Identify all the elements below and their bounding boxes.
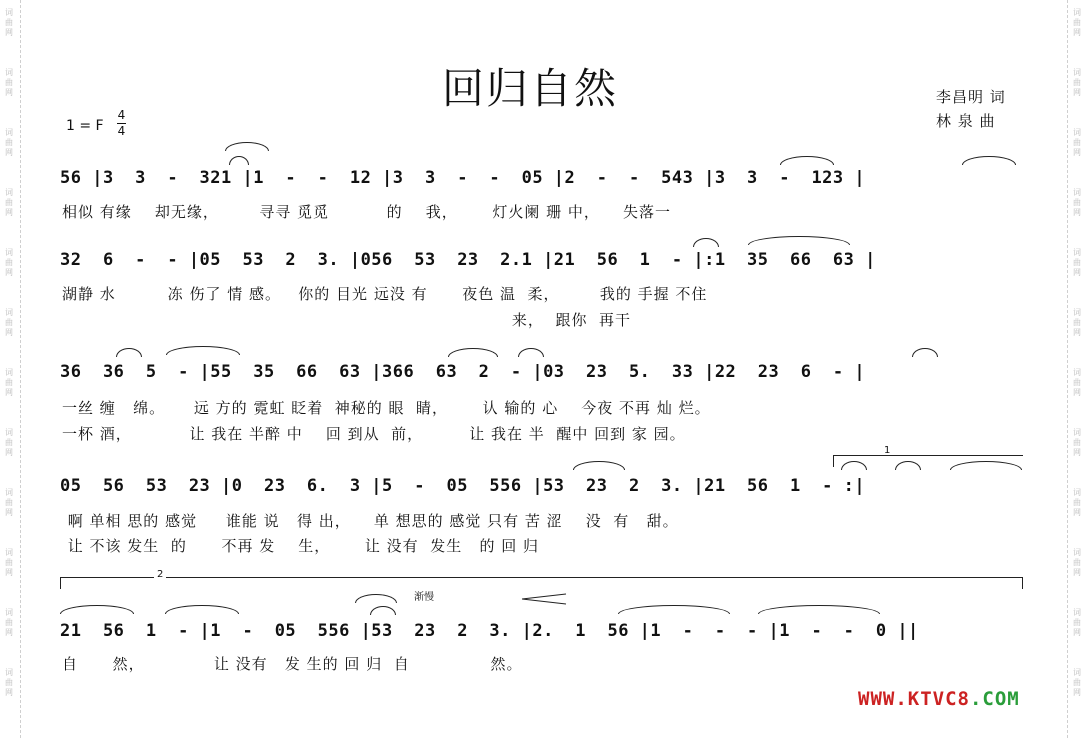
volta-2-bracket: [60, 577, 1023, 578]
side-watermark-glyph: 词: [5, 248, 13, 257]
side-watermark-glyph: 词: [5, 608, 13, 617]
staff-row-1: [60, 168, 1035, 196]
side-watermark-glyph: 词: [1073, 128, 1081, 137]
slur-mark: [370, 606, 396, 615]
side-watermark-glyph: 曲: [1073, 378, 1081, 387]
right-margin-strip: [1067, 0, 1088, 738]
side-watermark-glyph: 曲: [1073, 78, 1081, 87]
volta-1-bracket-edge: [833, 455, 834, 467]
volta-2-label: 2: [154, 569, 166, 580]
slur-mark: [895, 461, 921, 470]
slur-mark: [573, 461, 625, 470]
side-watermark-glyph: 词: [5, 128, 13, 137]
slur-mark: [166, 346, 240, 355]
volta-1-label: 1: [884, 445, 891, 456]
side-watermark-glyph: 网: [1073, 148, 1081, 157]
slur-mark: [912, 348, 938, 357]
lyrics-row-2-verse-1: 湖静 水 冻 伤了 情 感。 你的 目光 远没 有 夜色 温 柔， 我的 手握 不住: [62, 285, 708, 303]
side-watermark-glyph: 词: [1073, 608, 1081, 617]
side-watermark-glyph: 网: [5, 628, 13, 637]
diminuendo-mark: [520, 592, 570, 606]
side-watermark-glyph: 词: [5, 308, 13, 317]
site-watermark: [858, 688, 1020, 710]
side-watermark-glyph: 词: [1073, 248, 1081, 257]
side-watermark-glyph: 网: [1073, 688, 1081, 697]
side-watermark-glyph: 曲: [1073, 678, 1081, 687]
slur-mark: [618, 605, 730, 614]
side-watermark-glyph: 词: [5, 68, 13, 77]
side-watermark-glyph: 词: [1073, 68, 1081, 77]
lyrics-row-4-verse-1: 啊 单相 思的 感觉 谁能 说 得 出， 单 想思的 感觉 只有 苦 涩 没 有 甜。: [62, 512, 679, 530]
lyrics-row-2-verse-2: 来， 跟你 再干: [62, 311, 631, 329]
slur-mark: [165, 605, 239, 614]
lyrics-row-3-verse-2: 一杯 酒， 让 我在 半醉 中 回 到从 前， 让 我在 半 醒中 回到 家 园。: [62, 425, 686, 443]
composer-credit: 林 泉 曲: [936, 112, 996, 130]
side-watermark-glyph: 曲: [5, 498, 13, 507]
side-watermark-glyph: 词: [1073, 428, 1081, 437]
side-watermark-glyph: 曲: [5, 678, 13, 687]
slur-mark: [841, 461, 867, 470]
side-watermark-glyph: 网: [1073, 328, 1081, 337]
side-watermark-glyph: 曲: [5, 378, 13, 387]
staff-row-5: [60, 621, 1035, 649]
slur-mark: [355, 594, 397, 603]
side-watermark-glyph: 曲: [5, 138, 13, 147]
side-watermark-glyph: 网: [1073, 268, 1081, 277]
slur-mark: [758, 605, 880, 614]
side-watermark-glyph: 曲: [5, 18, 13, 27]
staff-row-4: [60, 476, 1035, 504]
side-watermark-glyph: 网: [5, 688, 13, 697]
side-watermark-glyph: 词: [1073, 548, 1081, 557]
watermark-part: WWW.: [858, 688, 908, 710]
side-watermark-glyph: 网: [1073, 568, 1081, 577]
side-watermark-glyph: 曲: [1073, 438, 1081, 447]
lyrics-row-3-verse-1: 一丝 缠 绵。 远 方的 霓虹 眨着 神秘的 眼 睛， 认 输的 心 今夜 不再 灿 烂。: [62, 399, 711, 417]
lyrics-row-5-verse-1: 自 然， 让 没有 发 生的 回 归 自 然。: [62, 655, 523, 673]
side-watermark-glyph: 网: [1073, 508, 1081, 517]
side-watermark-glyph: 词: [5, 188, 13, 197]
time-signature: [117, 109, 126, 138]
slur-mark: [518, 348, 544, 357]
side-watermark-glyph: 网: [1073, 628, 1081, 637]
side-watermark-glyph: 网: [5, 28, 13, 37]
lyrics-row-1-verse-1: 相似 有缘 却无缘， 寻寻 觅觅 的 我， 灯火阑 珊 中， 失落一: [62, 203, 671, 221]
slur-mark: [229, 156, 249, 165]
tempo-marking: 渐慢: [414, 592, 434, 603]
side-watermark-glyph: 词: [5, 368, 13, 377]
side-watermark-glyph: 曲: [1073, 618, 1081, 627]
watermark-part: KTVC8: [907, 688, 970, 710]
slur-mark: [748, 236, 850, 245]
side-watermark-glyph: 词: [5, 668, 13, 677]
side-watermark-glyph: 网: [1073, 88, 1081, 97]
side-watermark-glyph: 词: [5, 8, 13, 17]
side-watermark-glyph: 曲: [1073, 258, 1081, 267]
side-watermark-glyph: 曲: [1073, 498, 1081, 507]
side-watermark-glyph: 词: [1073, 488, 1081, 497]
side-watermark-glyph: 曲: [5, 78, 13, 87]
notation-line: 32 6 - - |05 53 2 3. |056 53 23 2.1 |21 56 1 - |:1 35 66 63 |: [60, 250, 876, 270]
lyricist-credit: 李昌明 词: [936, 88, 1006, 106]
notation-line: 56 |3 3 - 321 |1 - - 12 |3 3 - - 05 |2 - - 543 |3 3 - 123 |: [60, 168, 866, 188]
time-signature-bottom: 4: [117, 124, 126, 138]
side-watermark-glyph: 网: [5, 208, 13, 217]
side-watermark-glyph: 词: [1073, 668, 1081, 677]
time-signature-top: 4: [117, 108, 126, 122]
side-watermark-glyph: 曲: [5, 618, 13, 627]
side-watermark-glyph: 曲: [1073, 18, 1081, 27]
slur-mark: [780, 156, 834, 165]
side-watermark-glyph: 曲: [5, 198, 13, 207]
notation-line: 36 36 5 - |55 35 66 63 |366 63 2 - |03 23 5. 33 |22 23 6 - |: [60, 362, 866, 382]
side-watermark-glyph: 网: [5, 388, 13, 397]
side-watermark-glyph: 词: [1073, 188, 1081, 197]
side-watermark-glyph: 网: [5, 568, 13, 577]
side-watermark-glyph: 词: [5, 428, 13, 437]
volta-2-bracket-edge-right: [1022, 577, 1023, 589]
side-watermark-glyph: 曲: [5, 438, 13, 447]
side-watermark-glyph: 网: [5, 508, 13, 517]
staff-row-2: [60, 250, 1035, 278]
side-watermark-glyph: 词: [5, 488, 13, 497]
side-watermark-glyph: 曲: [1073, 138, 1081, 147]
volta-2-bracket-edge: [60, 577, 61, 589]
side-watermark-glyph: 网: [5, 148, 13, 157]
slur-mark: [116, 348, 142, 357]
side-watermark-glyph: 曲: [5, 558, 13, 567]
side-watermark-glyph: 网: [1073, 208, 1081, 217]
side-watermark-glyph: 词: [1073, 308, 1081, 317]
side-watermark-glyph: 词: [1073, 368, 1081, 377]
slur-mark: [60, 605, 134, 614]
side-watermark-glyph: 曲: [5, 258, 13, 267]
side-watermark-glyph: 词: [1073, 8, 1081, 17]
side-watermark-glyph: 曲: [1073, 558, 1081, 567]
side-watermark-glyph: 曲: [1073, 318, 1081, 327]
side-watermark-glyph: 网: [1073, 448, 1081, 457]
key-signature: 1 = F: [66, 118, 104, 134]
slur-mark: [693, 238, 719, 247]
side-watermark-glyph: 曲: [1073, 198, 1081, 207]
volta-1-bracket: [833, 455, 1023, 456]
slur-mark: [225, 142, 269, 151]
side-watermark-glyph: 网: [1073, 28, 1081, 37]
notation-line: 05 56 53 23 |0 23 6. 3 |5 - 05 556 |53 23 2 3. |21 56 1 - :|: [60, 476, 866, 496]
watermark-part: .COM: [969, 688, 1020, 710]
side-watermark-glyph: 词: [5, 548, 13, 557]
slur-mark: [950, 461, 1022, 470]
notation-line: 21 56 1 - |1 - 05 556 |53 23 2 3. |2. 1 56 |1 - - - |1 - - 0 ||: [60, 621, 919, 641]
side-watermark-glyph: 网: [5, 448, 13, 457]
song-title: 回归自然: [441, 64, 618, 113]
staff-row-3: [60, 362, 1035, 390]
slur-mark: [962, 156, 1016, 165]
lyrics-row-4-verse-2: 让 不该 发生 的 不再 发 生， 让 没有 发生 的 回 归: [62, 537, 540, 555]
side-watermark-glyph: 网: [5, 88, 13, 97]
side-watermark-glyph: 网: [1073, 388, 1081, 397]
slur-mark: [448, 348, 498, 357]
side-watermark-glyph: 网: [5, 268, 13, 277]
side-watermark-glyph: 曲: [5, 318, 13, 327]
side-watermark-glyph: 网: [5, 328, 13, 337]
